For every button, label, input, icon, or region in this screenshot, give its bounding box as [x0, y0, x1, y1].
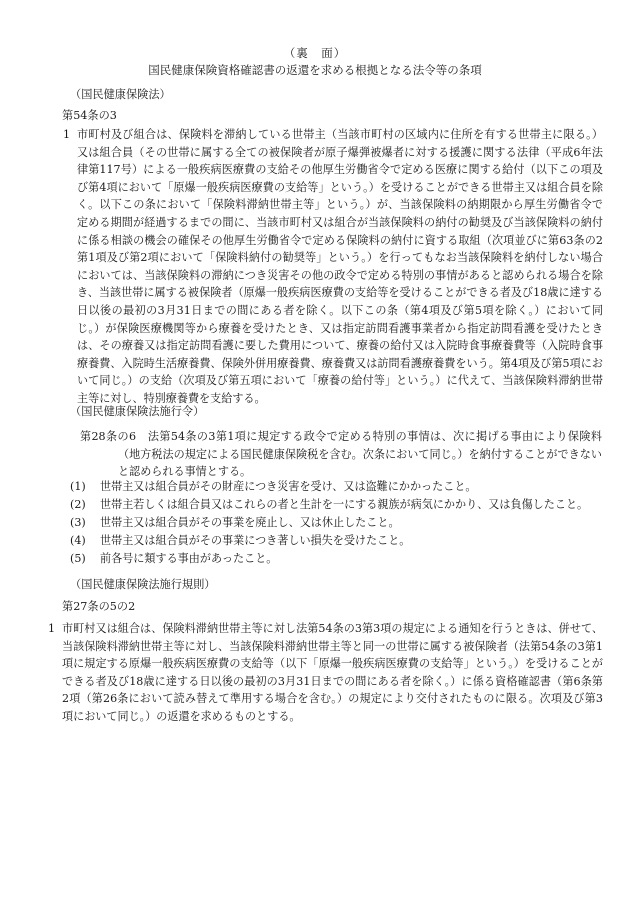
item-text: 世帯主又は組合員がその事業を廃止し、又は休止したこと。: [100, 516, 400, 529]
paragraph-text-1: 市町村及び組合は、保険料を滞納している世帯主（当該市町村の区域内に住所を有する世帯主に限る。）又は組合員（その世帯に属する全ての被保険者が原子爆弾被爆者に対する援護に関する法律（平成6年法律第117号）による一般疾病医療費の支給その他厚生労働省令で定める医療に関する給付（以下この項及び第4項において「原爆一般疾病医療費の支給等」という。）を受けることができる世帯主又は組合員を除く。以下この条において「保険料滞納世帯主等」という。）が、当該保険料の納期限から厚生労働省令で定める期間が経過するまでの間に、当該市町村又は組合が当該保険料の納付の勧奨及び当該保険料の納付に係る相談の機会の確保その他厚生労働省令で定める保険料の納付に資する取組（次項並びに第63条の2第1項及び第2項において「保険料納付の勧奨等」という。）を行ってもなお当該保険料を納付しない場合においては、当該保険料の滞納につき災害その他の政令で定める特別の事情があると認められる場合を除き、当該世帯に属する被保険者（原爆一般疾病医療費の支給等を受けることができる者及び18歳に達する日以後の最初の3月31日までの間にある者を除く。以下この条（第4項及び第5項を除く。）において同じ。）が保険医療機関等から療養を受けたとき、又は指定訪問看護事業者から指定訪問看護を受けたときは、その療養又は指定訪問看護に要した費用について、療養の給付又は入院時食事療養費等（入院時食事療養費、入院時生活療養費、保険外併用療養費、療養費又は訪問看護療養費をいう。第4項及び第5項において同じ。）の支給（次項及び第五項において「療養の給付等」という。）に代えて、当該保険料滞納世帯主等に対し、特別療養費を支給する。: [77, 128, 603, 405]
list-item: [70, 478, 477, 496]
list-item: [70, 550, 277, 568]
list-item: [70, 496, 588, 514]
law-name-3: （国民健康保険法施行規則）: [70, 578, 216, 591]
item-text: 世帯主又は組合員がその事業につき著しい損失を受けたこと。: [100, 534, 411, 547]
law-name-2: （国民健康保険法施行令）: [70, 405, 205, 418]
item-number: (1): [70, 480, 86, 493]
paragraph-number-1: 1: [63, 128, 71, 141]
paragraph-text-3: 市町村又は組合は、保険料滞納世帯主等に対し法第54条の3第3項の規定による通知を行うときは、併せて、当該保険料滞納世帯主等に対し、当該保険料滞納世帯主等と同一の世帯に属する被保険者（法第54条の3第1項に規定する原爆一般疾病医療費の支給等（以下「原爆一般疾病医療費の支給等」という。）を受けることができる者及び18歳に達する日以後の最初の3月31日までの間にある者を除く。）に係る資格確認書（第6条第2項（第26条において読み替えて準用する場合を含む。）の規定により交付されたものに限る。次項及び第3項において同じ。）の返還を求めるものとする。: [62, 622, 603, 723]
article-label-3: 第27条の5の2: [62, 600, 136, 613]
article-28-6-text: 法第54条の3第1項に規定する政令で定める特別の事情は、次に掲げる事由により保険料（地方税法の規定による国民健康保険税を含む。次条において同じ。）を納付することができないと認められる事情とする。: [118, 430, 602, 479]
item-text: 世帯主若しくは組合員又はこれらの者と生計を一にする親族が病気にかかり、又は負傷したこと。: [100, 498, 589, 511]
item-number: (4): [70, 534, 86, 547]
document-title: 国民健康保険資格確認書の返還を求める根拠となる法令等の条項: [148, 63, 482, 77]
item-text: 世帯主又は組合員がその財産につき災害を受け、又は盗難にかかったこと。: [100, 480, 477, 493]
item-number: (5): [70, 552, 86, 565]
list-item: [70, 514, 400, 532]
article-label-1: 第54条の3: [62, 109, 117, 122]
paragraph-number-3: 1: [48, 622, 56, 635]
article-28-6-paragraph: [80, 428, 602, 481]
paragraph-1: [63, 126, 603, 408]
list-item: [70, 532, 410, 550]
article-label-2: 第28条の6: [80, 430, 137, 443]
paragraph-3: [48, 620, 603, 726]
item-number: (2): [70, 498, 86, 511]
item-text: 前各号に類する事由があったこと。: [100, 552, 278, 565]
side-label: （裏 面）: [283, 46, 347, 60]
law-name-1: （国民健康保険法）: [70, 88, 171, 101]
item-number: (3): [70, 516, 86, 529]
